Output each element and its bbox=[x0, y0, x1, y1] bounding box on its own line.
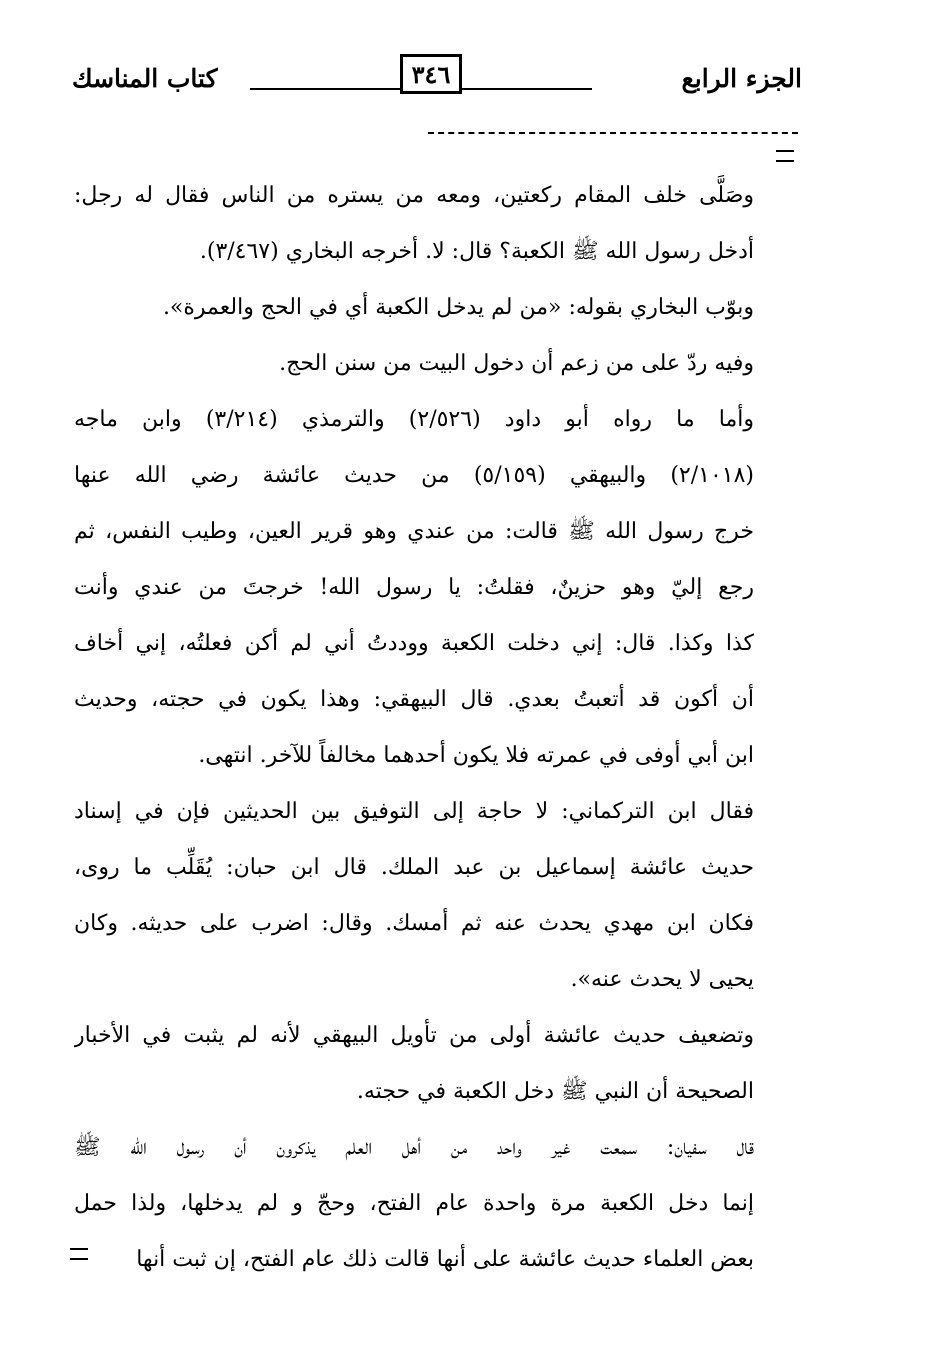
text-line: فقال ابن التركماني: لا حاجة إلى التوفيق بين الحديثين فإن في إسناد bbox=[74, 799, 754, 824]
paragraph bbox=[74, 1008, 754, 1120]
text-line: أدخل رسول الله ﷺ الكعبة؟ قال: لا. أخرجه البخاري (٣/٤٦٧). bbox=[199, 239, 754, 264]
text-line: إنما دخل الكعبة مرة واحدة عام الفتح، وحجّ و لم يدخلها، ولذا حمل bbox=[74, 1191, 754, 1216]
page-header bbox=[72, 52, 802, 102]
text-line: فكان ابن مهدي يحدث عنه ثم أمسك. وقال: اضرب على حديثه. وكان bbox=[74, 911, 754, 936]
paragraph bbox=[74, 280, 754, 336]
header-rule bbox=[250, 88, 400, 90]
page-number-box bbox=[400, 54, 462, 94]
paragraph bbox=[74, 392, 754, 784]
volume-title: الجزء الرابع bbox=[681, 64, 802, 93]
text-line: بعض العلماء حديث عائشة على أنها قالت ذلك عام الفتح، إن ثبت أنها bbox=[136, 1247, 754, 1272]
text-line: رجع إليّ وهو حزينٌ، فقلتُ: يا رسول الله! خرجتَ من عندي وأنت bbox=[74, 575, 754, 600]
text-line: قال سفيان: سمعت غير واحد من أهل العلم يذكرون أن رسول الله ﷺ bbox=[74, 1135, 754, 1160]
continuation-mark-bottom bbox=[70, 1248, 88, 1260]
header-rule bbox=[462, 88, 592, 90]
text-line: وبوّب البخاري بقوله: «من لم يدخل الكعبة أي في الحج والعمرة». bbox=[162, 295, 754, 320]
text-line: كذا وكذا. قال: إني دخلت الكعبة ووددتُ أني لم أكن فعلتُه، إني أخاف bbox=[74, 631, 754, 656]
page-body bbox=[74, 168, 754, 1288]
text-line: وتضعيف حديث عائشة أولى من تأويل البيهقي لأنه لم يثبت في الأخبار bbox=[74, 1023, 754, 1048]
text-line: خرج رسول الله ﷺ قالت: من عندي وهو قرير العين، وطيب النفس، ثم bbox=[74, 519, 754, 544]
section-title: كتاب المناسك bbox=[72, 64, 218, 93]
paragraph bbox=[74, 168, 754, 280]
paragraph bbox=[74, 1120, 754, 1288]
continuation-mark-top bbox=[776, 150, 794, 162]
text-line: الصحيحة أن النبي ﷺ دخل الكعبة في حجته. bbox=[356, 1079, 754, 1104]
paragraph bbox=[74, 784, 754, 1008]
page-number: ٣٤٦ bbox=[411, 59, 451, 89]
text-line: (٢/١٠١٨) والبيهقي (٥/١٥٩) من حديث عائشة رضي الله عنها bbox=[74, 463, 754, 488]
text-line: ابن أبي أوفى في عمرته فلا يكون أحدهما مخالفاً للآخر. انتهى. bbox=[198, 743, 754, 768]
text-line: وفيه ردّ على من زعم أن دخول البيت من سنن الحج. bbox=[279, 351, 754, 376]
dashed-divider bbox=[428, 132, 798, 134]
paragraph bbox=[74, 336, 754, 392]
text-line: يحيى لا يحدث عنه». bbox=[570, 967, 754, 992]
text-line: حديث عائشة إسماعيل بن عبد الملك. قال ابن حبان: يُقَلِّب ما روى، bbox=[74, 855, 754, 880]
text-line: أن أكون قد أتعبتُ بعدي. قال البيهقي: وهذا يكون في حجته، وحديث bbox=[74, 687, 754, 712]
text-line: وأما ما رواه أبو داود (٢/٥٢٦) والترمذي (٣/٢١٤) وابن ماجه bbox=[74, 407, 754, 432]
text-line: وصَلَّى خلف المقام ركعتين، ومعه من يستره من الناس فقال له رجل: bbox=[74, 183, 754, 208]
